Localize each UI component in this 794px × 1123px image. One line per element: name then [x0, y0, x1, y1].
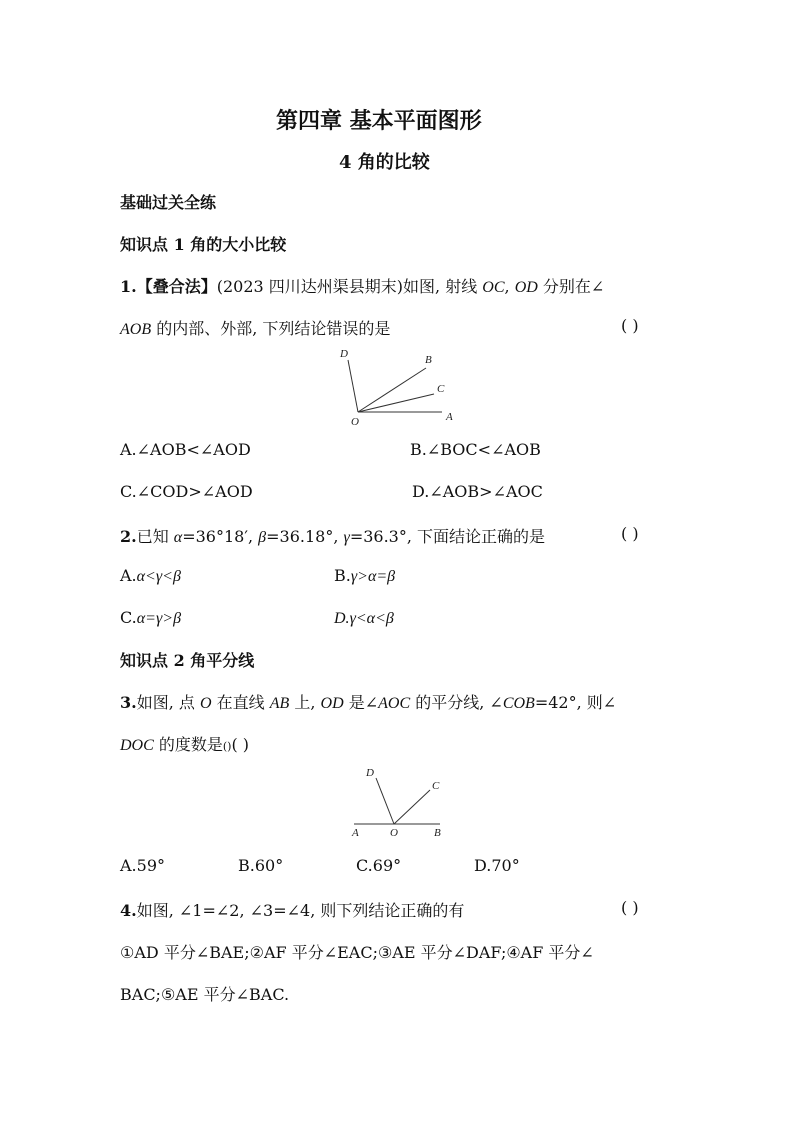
q1-text: 的内部、外部, 下列结论错误的是	[151, 319, 391, 338]
q3-figure	[346, 764, 450, 840]
q1-ray-oc: OC	[482, 279, 505, 296]
q2-answer-paren: ( )	[621, 524, 639, 543]
q4-number: 4.	[120, 901, 137, 920]
label-b: B	[425, 354, 432, 366]
q1-number: 1.	[120, 277, 137, 296]
q1-text: ,	[504, 277, 515, 296]
q2-number: 2.	[120, 527, 137, 546]
q1-option-c[interactable]: C.∠COD>∠AOD	[120, 482, 253, 501]
ray-od	[348, 360, 358, 412]
label-a: A	[352, 827, 359, 839]
q1-line1	[120, 274, 604, 297]
q2-option-b[interactable]: B.γ>α=β	[334, 566, 396, 585]
q2-option-c[interactable]: C.α=γ>β	[120, 608, 182, 627]
q1-angle-aob: AOB	[120, 321, 152, 338]
label-o: O	[351, 416, 359, 428]
q3-option-b[interactable]: B.60°	[238, 856, 284, 875]
q1-text: 分别在∠	[537, 277, 605, 296]
q1-source: (2023 四川达州渠县期末)	[216, 277, 404, 296]
q1-option-b[interactable]: B.∠BOC<∠AOB	[410, 440, 541, 459]
ray-oc	[394, 790, 430, 824]
q4-stem: 4.如图, ∠1=∠2, ∠3=∠4, 则下列结论正确的有	[120, 901, 465, 920]
label-c: C	[432, 780, 440, 792]
label-b: B	[434, 827, 441, 839]
q1-figure	[330, 344, 470, 430]
ray-oc	[358, 394, 434, 412]
section-title: 4 角的比较	[339, 152, 430, 173]
q3-option-a[interactable]: A.59°	[120, 856, 165, 875]
q3-option-c[interactable]: C.69°	[356, 856, 402, 875]
q3-line1: 3.如图, 点 O 在直线 AB 上, OD 是∠AOC 的平分线, ∠COB=42°, 则∠	[120, 693, 617, 712]
q1-tag: 【叠合法】	[136, 277, 217, 296]
q3-option-d[interactable]: D.70°	[474, 856, 520, 875]
q1-text: 如图, 射线	[403, 277, 483, 296]
q2-option-a[interactable]: A.α<γ<β	[120, 566, 181, 585]
ray-od	[376, 778, 394, 824]
q4-line3: BAC;⑤AE 平分∠BAC.	[120, 985, 290, 1004]
knowledge-point-2: 知识点 2 角平分线	[120, 651, 255, 670]
q3-line2: DOC 的度数是()( )	[120, 735, 250, 754]
chapter-title: 第四章 基本平面图形	[276, 108, 482, 134]
q3-number: 3.	[120, 693, 137, 712]
practice-heading: 基础过关全练	[120, 193, 217, 212]
label-o: O	[390, 827, 398, 839]
q4-line2: ①AD 平分∠BAE;②AF 平分∠EAC;③AE 平分∠DAF;④AF 平分∠	[120, 943, 594, 962]
q1-option-a[interactable]: A.∠AOB<∠AOD	[120, 440, 251, 459]
q4-answer-paren: ( )	[621, 898, 639, 917]
q1-option-d[interactable]: D.∠AOB>∠AOC	[412, 482, 543, 501]
knowledge-point-1: 知识点 1 角的大小比较	[120, 235, 287, 254]
label-c: C	[437, 383, 445, 395]
q2-stem: 2.已知 α=36°18′, β=36.18°, γ=36.3°, 下面结论正确的是	[120, 527, 546, 546]
q1-ray-od: OD	[514, 279, 538, 296]
label-d: D	[340, 348, 348, 360]
q1-line2	[120, 316, 390, 339]
label-d: D	[366, 767, 374, 779]
q1-answer-paren: ( )	[621, 316, 639, 335]
q2-option-d[interactable]: D.γ<α<β	[334, 610, 394, 627]
label-a: A	[446, 411, 453, 423]
ray-ob	[358, 368, 426, 412]
